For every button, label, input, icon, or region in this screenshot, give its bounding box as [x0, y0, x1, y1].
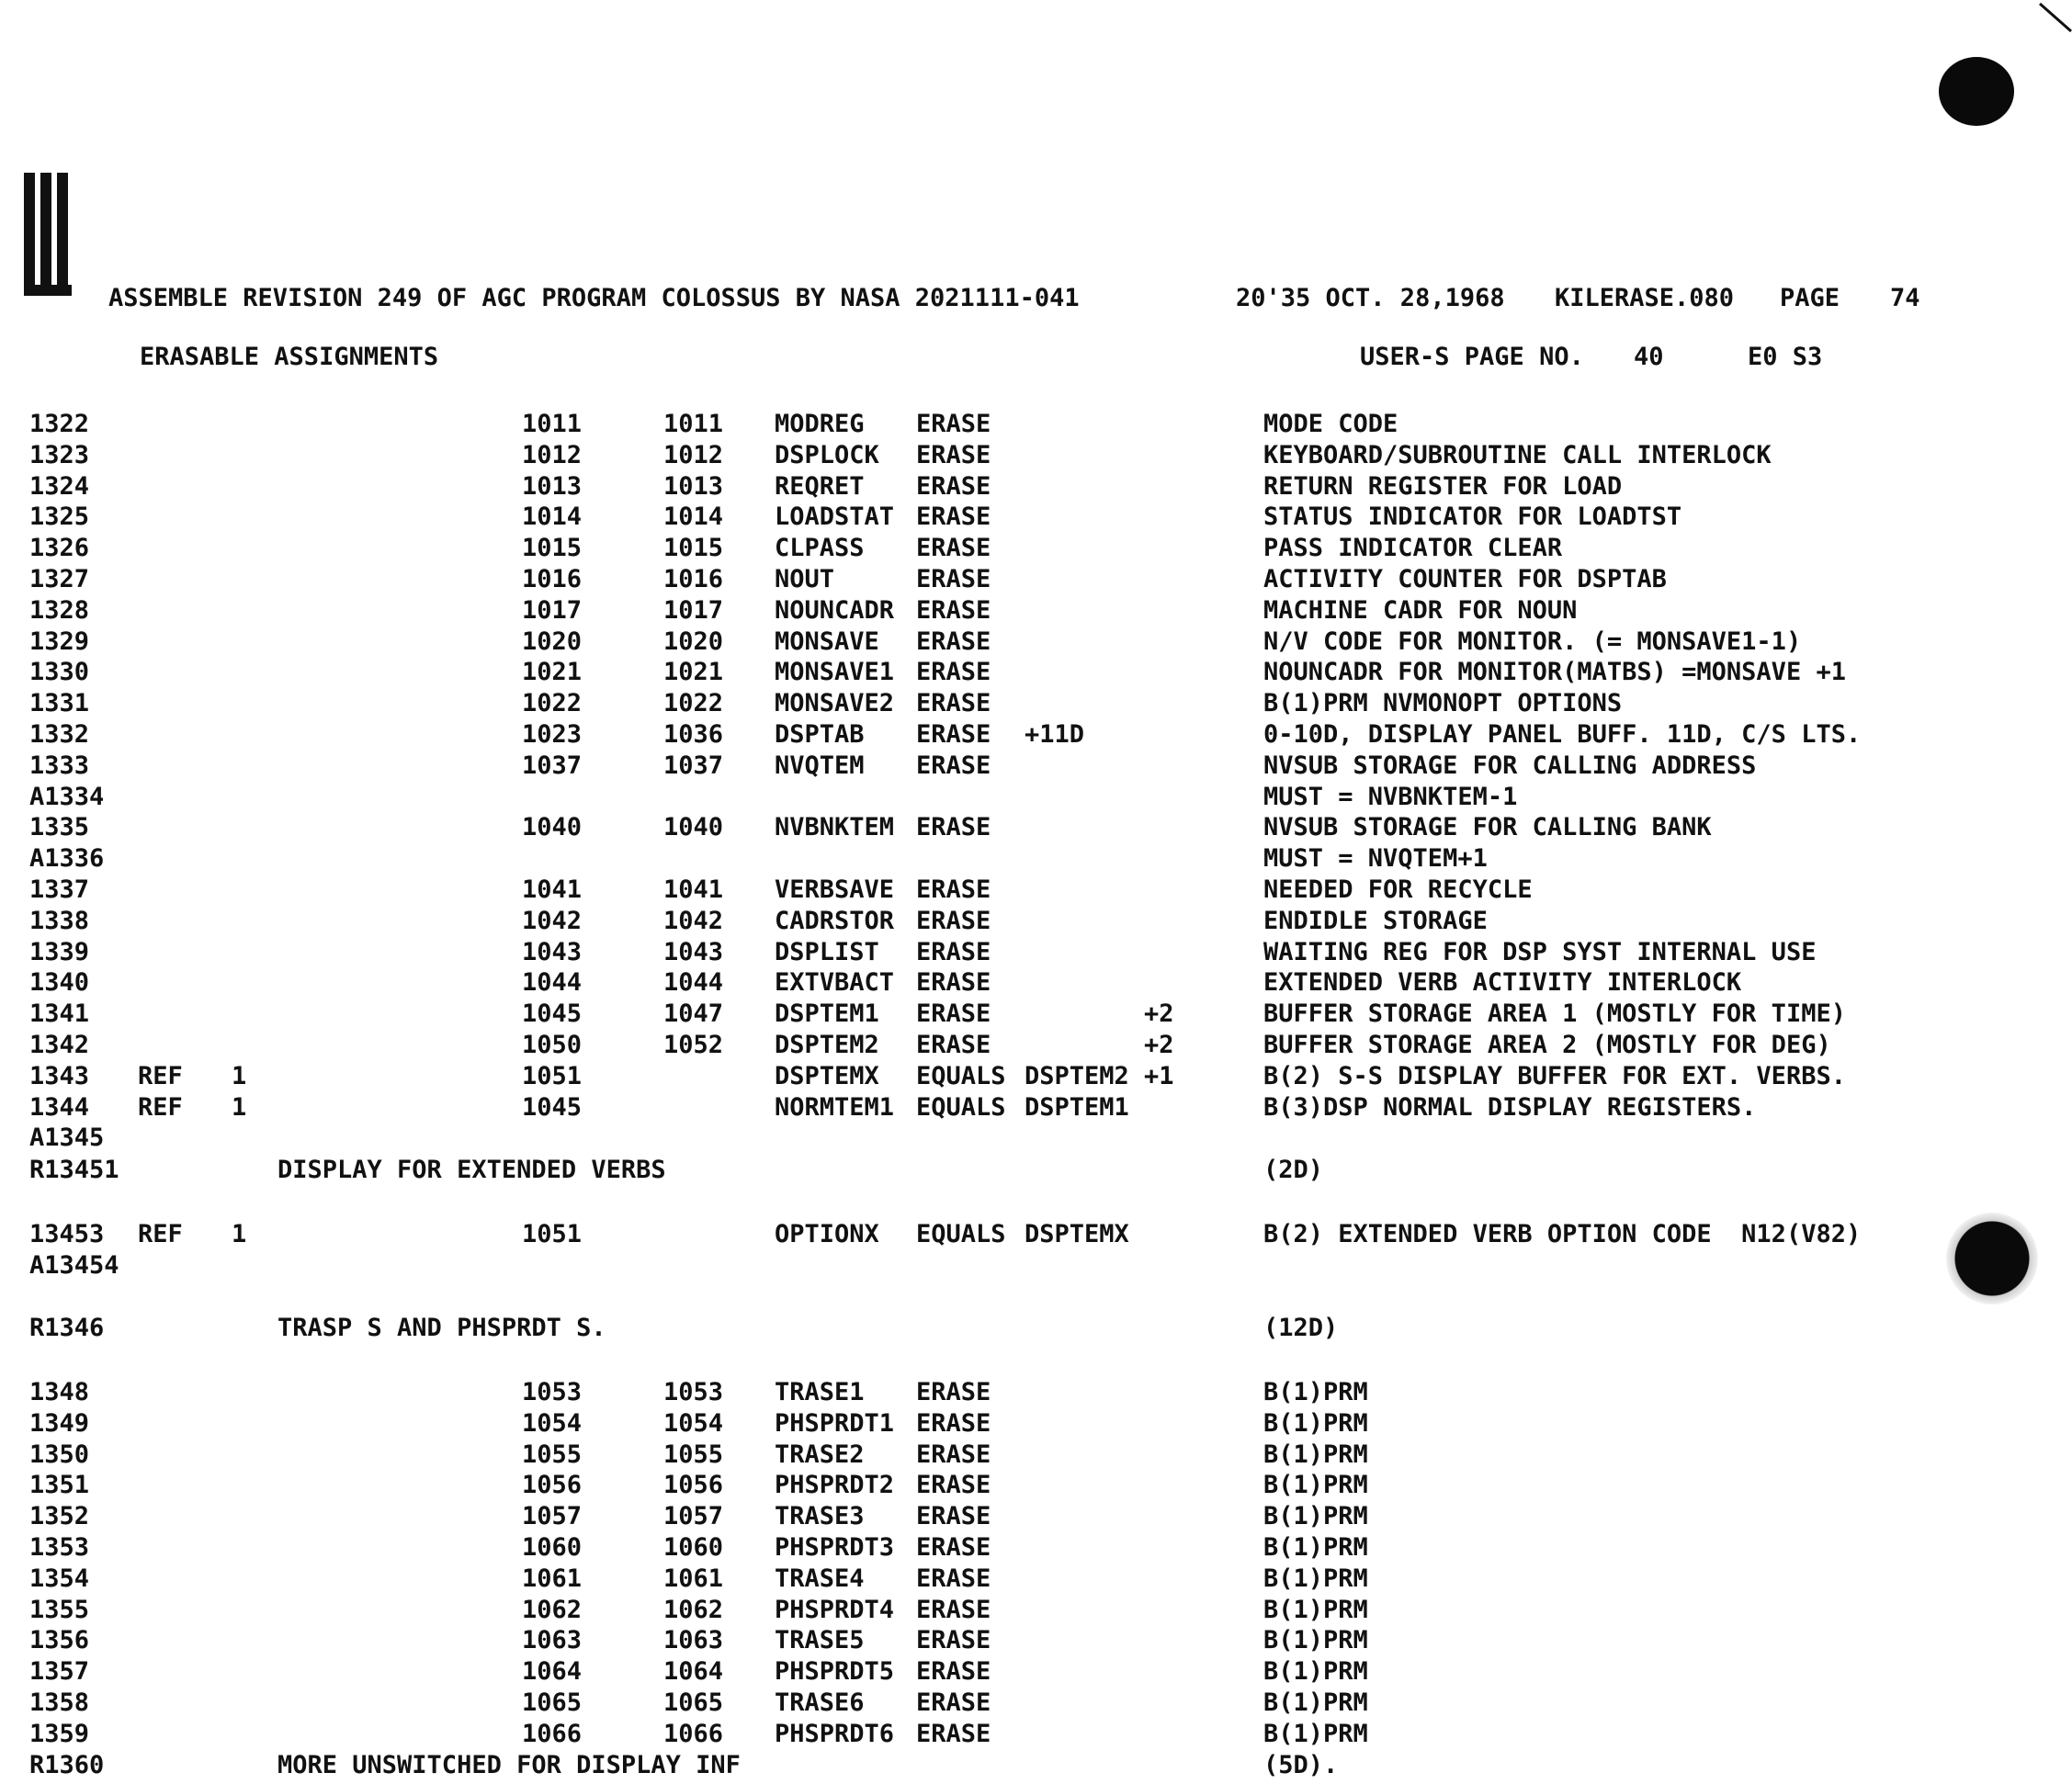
- cell-a2: 1020: [663, 627, 724, 656]
- page-header-title: ASSEMBLE REVISION 249 OF AGC PROGRAM COLOSSUS BY NASA 2021111-041: [108, 284, 1080, 312]
- listing-row: [0, 1659, 2072, 1690]
- cell-comment: PASS INDICATOR CLEAR: [1263, 534, 1563, 562]
- header-timestamp: 20'35 OCT. 28,1968: [1236, 284, 1505, 312]
- cell-opcode: ERASE: [916, 1533, 991, 1562]
- cell-a1: 1041: [522, 875, 583, 904]
- listing-row: [0, 660, 2072, 691]
- cell-comment: B(2) S-S DISPLAY BUFFER FOR EXT. VERBS.: [1263, 1062, 1846, 1090]
- listing-row: [0, 1535, 2072, 1566]
- listing-row: [0, 877, 2072, 909]
- cell-opcode: ERASE: [916, 1409, 991, 1438]
- listing-row: [0, 504, 2072, 536]
- cell-comment: B(1)PRM: [1263, 1471, 1368, 1499]
- cell-line: 1327: [29, 565, 90, 593]
- cell-a1: 1044: [522, 968, 583, 997]
- cell-opcode: ERASE: [916, 968, 991, 997]
- cell-opcode: ERASE: [916, 1031, 991, 1059]
- cell-comment: KEYBOARD/SUBROUTINE CALL INTERLOCK: [1263, 441, 1772, 469]
- user-page-number: 40: [1634, 343, 1664, 371]
- cell-comment: NOUNCADR FOR MONITOR(MATBS) =MONSAVE +1: [1263, 658, 1846, 686]
- cell-a2: 1062: [663, 1596, 724, 1624]
- listing-row: [0, 785, 2072, 816]
- cell-comment: B(1)PRM: [1263, 1626, 1368, 1654]
- cell-line: 1358: [29, 1688, 90, 1717]
- cell-op: REF: [138, 1093, 183, 1122]
- cell-line: 1330: [29, 658, 90, 686]
- cell-line: 1353: [29, 1533, 90, 1562]
- cell-opcode: ERASE: [916, 596, 991, 625]
- cell-line: 1350: [29, 1440, 90, 1469]
- section-heading-row: [0, 1315, 2072, 1347]
- cell-a1: 1055: [522, 1440, 583, 1469]
- cell-a1: 1063: [522, 1626, 583, 1654]
- cell-label: DSPTEM1: [775, 999, 879, 1028]
- cell-line: 1342: [29, 1031, 90, 1059]
- cell-a1: 1017: [522, 596, 583, 625]
- cell-label: DSPTEMX: [775, 1062, 879, 1090]
- cell-opcode: ERASE: [916, 1596, 991, 1624]
- cell-comment: BUFFER STORAGE AREA 2 (MOSTLY FOR DEG): [1263, 1031, 1831, 1059]
- section-code: (5D).: [1263, 1751, 1339, 1779]
- corner-scratch: [2038, 0, 2072, 37]
- cell-line: 1335: [29, 813, 90, 841]
- section-code: (2D): [1263, 1156, 1324, 1184]
- cell-a1: 1050: [522, 1031, 583, 1059]
- cell-opcode: ERASE: [916, 751, 991, 780]
- cell-opcode: ERASE: [916, 1502, 991, 1530]
- cell-comment: EXTENDED VERB ACTIVITY INTERLOCK: [1263, 968, 1742, 997]
- listing-row: [0, 412, 2072, 443]
- cell-a2: 1036: [663, 720, 724, 749]
- cell-a2: 1021: [663, 658, 724, 686]
- cell-label: NVBNKTEM: [775, 813, 895, 841]
- cell-opcode: ERASE: [916, 999, 991, 1028]
- cell-label: EXTVBACT: [775, 968, 895, 997]
- cell-a1: 1022: [522, 689, 583, 717]
- cell-opcode: ERASE: [916, 1626, 991, 1654]
- listing-row: [0, 1442, 2072, 1473]
- cell-line: 1325: [29, 502, 90, 531]
- cell-a2: 1014: [663, 502, 724, 531]
- cell-comment: RETURN REGISTER FOR LOAD: [1263, 472, 1623, 501]
- cell-operand: DSPTEM1: [1025, 1093, 1129, 1122]
- listing-row: [0, 1001, 2072, 1033]
- cell-comment: B(1)PRM: [1263, 1409, 1368, 1438]
- cell-opcode: ERASE: [916, 720, 991, 749]
- cell-line: A13454: [29, 1251, 119, 1280]
- cell-a2: 1055: [663, 1440, 724, 1469]
- cell-a1: 1061: [522, 1564, 583, 1593]
- cell-a2: 1016: [663, 565, 724, 593]
- cell-label: DSPLIST: [775, 938, 879, 966]
- cell-label: PHSPRDT5: [775, 1657, 895, 1686]
- cell-line: 1331: [29, 689, 90, 717]
- cell-opcode: ERASE: [916, 565, 991, 593]
- cell-a1: 1062: [522, 1596, 583, 1624]
- header-page-number: 74: [1890, 284, 1920, 312]
- cell-label: TRASE5: [775, 1626, 865, 1654]
- header-page-label: PAGE: [1780, 284, 1840, 312]
- cell-label: NOUT: [775, 565, 835, 593]
- cell-line: 13453: [29, 1220, 105, 1248]
- listing-row: [0, 1095, 2072, 1126]
- cell-comment: STATUS INDICATOR FOR LOADTST: [1263, 502, 1682, 531]
- cell-opcode: ERASE: [916, 658, 991, 686]
- cell-opcode: ERASE: [916, 938, 991, 966]
- cell-label: TRASE2: [775, 1440, 865, 1469]
- cell-opcode: ERASE: [916, 1720, 991, 1748]
- cell-a1: 1056: [522, 1471, 583, 1499]
- section-title: MORE UNSWITCHED FOR DISPLAY INF: [277, 1751, 741, 1779]
- cell-line: 1349: [29, 1409, 90, 1438]
- cell-n: 1: [232, 1220, 247, 1248]
- cell-line: 1339: [29, 938, 90, 966]
- cell-comment: B(1)PRM: [1263, 1502, 1368, 1530]
- cell-comment: MUST = NVBNKTEM-1: [1263, 783, 1518, 811]
- section-title: DISPLAY FOR EXTENDED VERBS: [277, 1156, 666, 1184]
- listing-row: [0, 536, 2072, 567]
- cell-line: 1322: [29, 410, 90, 438]
- cell-label: PHSPRDT3: [775, 1533, 895, 1562]
- listing-row: [0, 1473, 2072, 1504]
- cell-a2: 1065: [663, 1688, 724, 1717]
- section-code: E0 S3: [1748, 343, 1823, 371]
- cell-line: A1336: [29, 844, 105, 873]
- cell-label: TRASE6: [775, 1688, 865, 1717]
- cell-a2: 1022: [663, 689, 724, 717]
- cell-operand: DSPTEM2: [1025, 1062, 1129, 1090]
- cell-a2: 1053: [663, 1378, 724, 1406]
- section-line: R1346: [29, 1314, 105, 1342]
- section-line: R13451: [29, 1156, 119, 1184]
- cell-a1: 1065: [522, 1688, 583, 1717]
- cell-label: REQRET: [775, 472, 865, 501]
- cell-line: 1352: [29, 1502, 90, 1530]
- cell-a2: 1063: [663, 1626, 724, 1654]
- cell-line: 1343: [29, 1062, 90, 1090]
- cell-comment: B(1)PRM NVMONOPT OPTIONS: [1263, 689, 1623, 717]
- listing-row: [0, 567, 2072, 598]
- cell-label: PHSPRDT1: [775, 1409, 895, 1438]
- cell-comment: B(1)PRM: [1263, 1720, 1368, 1748]
- cell-comment: NEEDED FOR RECYCLE: [1263, 875, 1533, 904]
- cell-a2: 1041: [663, 875, 724, 904]
- listing-row: [0, 753, 2072, 785]
- cell-label: MONSAVE: [775, 627, 879, 656]
- cell-opcode: EQUALS: [916, 1093, 1006, 1122]
- cell-comment: B(1)PRM: [1263, 1596, 1368, 1624]
- cell-mod: +2: [1144, 999, 1174, 1028]
- cell-opcode: ERASE: [916, 1440, 991, 1469]
- cell-opcode: ERASE: [916, 1564, 991, 1593]
- cell-a1: 1051: [522, 1062, 583, 1090]
- listing-row: [0, 1628, 2072, 1659]
- cell-a1: 1066: [522, 1720, 583, 1748]
- cell-label: NOUNCADR: [775, 596, 895, 625]
- cell-a1: 1054: [522, 1409, 583, 1438]
- cell-comment: B(3)DSP NORMAL DISPLAY REGISTERS.: [1263, 1093, 1757, 1122]
- cell-line: A1345: [29, 1123, 105, 1152]
- section-title: ERASABLE ASSIGNMENTS: [140, 343, 439, 371]
- cell-opcode: ERASE: [916, 502, 991, 531]
- cell-operand: +11D: [1025, 720, 1085, 749]
- cell-line: 1355: [29, 1596, 90, 1624]
- cell-opcode: EQUALS: [916, 1220, 1006, 1248]
- listing-row: [0, 1566, 2072, 1598]
- cell-a1: 1060: [522, 1533, 583, 1562]
- listing-row: [0, 970, 2072, 1001]
- listing-row: [0, 1598, 2072, 1629]
- cell-comment: B(1)PRM: [1263, 1564, 1368, 1593]
- cell-a1: 1016: [522, 565, 583, 593]
- cell-a1: 1037: [522, 751, 583, 780]
- cell-line: 1323: [29, 441, 90, 469]
- cell-a1: 1020: [522, 627, 583, 656]
- cell-comment: B(2) EXTENDED VERB OPTION CODE N12(V82): [1263, 1220, 1862, 1248]
- cell-a2: 1052: [663, 1031, 724, 1059]
- listing-row: [0, 1222, 2072, 1253]
- cell-line: 1328: [29, 596, 90, 625]
- cell-line: 1337: [29, 875, 90, 904]
- cell-a2: 1060: [663, 1533, 724, 1562]
- cell-op: REF: [138, 1062, 183, 1090]
- cell-mod: +2: [1144, 1031, 1174, 1059]
- cell-line: 1332: [29, 720, 90, 749]
- cell-a1: 1023: [522, 720, 583, 749]
- listing-row: [0, 474, 2072, 505]
- cell-label: CADRSTOR: [775, 907, 895, 935]
- cell-label: PHSPRDT4: [775, 1596, 895, 1624]
- cell-label: TRASE1: [775, 1378, 865, 1406]
- cell-a1: 1064: [522, 1657, 583, 1686]
- cell-a2: 1044: [663, 968, 724, 997]
- listing-row: [0, 722, 2072, 753]
- listing-row: [0, 940, 2072, 971]
- listing-row: [0, 598, 2072, 629]
- cell-line: 1324: [29, 472, 90, 501]
- cell-line: 1351: [29, 1471, 90, 1499]
- cell-opcode: ERASE: [916, 1688, 991, 1717]
- listing-row: [0, 629, 2072, 661]
- cell-a2: 1011: [663, 410, 724, 438]
- cell-mod: +1: [1144, 1062, 1174, 1090]
- cell-a1: 1051: [522, 1220, 583, 1248]
- cell-a2: 1037: [663, 751, 724, 780]
- section-heading-row: [0, 1157, 2072, 1189]
- section-heading-row: [0, 1753, 2072, 1784]
- section-title: TRASP S AND PHSPRDT S.: [277, 1314, 606, 1342]
- cell-a1: 1043: [522, 938, 583, 966]
- cell-a2: 1015: [663, 534, 724, 562]
- cell-a1: 1015: [522, 534, 583, 562]
- cell-a1: 1042: [522, 907, 583, 935]
- cell-opcode: ERASE: [916, 1378, 991, 1406]
- cell-comment: B(1)PRM: [1263, 1378, 1368, 1406]
- cell-operand: DSPTEMX: [1025, 1220, 1129, 1248]
- cell-label: NORMTEM1: [775, 1093, 895, 1122]
- cell-a1: 1053: [522, 1378, 583, 1406]
- cell-label: OPTIONX: [775, 1220, 879, 1248]
- cell-line: A1334: [29, 783, 105, 811]
- cell-comment: NVSUB STORAGE FOR CALLING BANK: [1263, 813, 1712, 841]
- cell-opcode: ERASE: [916, 627, 991, 656]
- cell-label: DSPTAB: [775, 720, 865, 749]
- cell-a2: 1017: [663, 596, 724, 625]
- cell-label: CLPASS: [775, 534, 865, 562]
- section-line: R1360: [29, 1751, 105, 1779]
- listing-row: [0, 1380, 2072, 1411]
- cell-label: LOADSTAT: [775, 502, 895, 531]
- cell-comment: 0-10D, DISPLAY PANEL BUFF. 11D, C/S LTS.: [1263, 720, 1862, 749]
- cell-comment: ENDIDLE STORAGE: [1263, 907, 1488, 935]
- cell-opcode: EQUALS: [916, 1062, 1006, 1090]
- cell-a2: 1066: [663, 1720, 724, 1748]
- cell-a2: 1047: [663, 999, 724, 1028]
- cell-n: 1: [232, 1062, 247, 1090]
- cell-opcode: ERASE: [916, 534, 991, 562]
- cell-opcode: ERASE: [916, 689, 991, 717]
- cell-opcode: ERASE: [916, 875, 991, 904]
- cell-a2: 1043: [663, 938, 724, 966]
- cell-a2: 1040: [663, 813, 724, 841]
- cell-a1: 1040: [522, 813, 583, 841]
- cell-comment: WAITING REG FOR DSP SYST INTERNAL USE: [1263, 938, 1817, 966]
- cell-a1: 1045: [522, 999, 583, 1028]
- cell-comment: B(1)PRM: [1263, 1688, 1368, 1717]
- cell-opcode: ERASE: [916, 907, 991, 935]
- cell-label: PHSPRDT2: [775, 1471, 895, 1499]
- cell-comment: B(1)PRM: [1263, 1657, 1368, 1686]
- header-file: KILERASE.080: [1555, 284, 1735, 312]
- cell-a2: 1042: [663, 907, 724, 935]
- cell-line: 1359: [29, 1720, 90, 1748]
- cell-label: MONSAVE2: [775, 689, 895, 717]
- cell-comment: MACHINE CADR FOR NOUN: [1263, 596, 1578, 625]
- cell-label: NVQTEM: [775, 751, 865, 780]
- cell-comment: B(1)PRM: [1263, 1440, 1368, 1469]
- listing-row: [0, 1411, 2072, 1442]
- cell-a1: 1045: [522, 1093, 583, 1122]
- cell-label: TRASE3: [775, 1502, 865, 1530]
- listing-row: [0, 1722, 2072, 1753]
- cell-line: 1340: [29, 968, 90, 997]
- cell-label: MONSAVE1: [775, 658, 895, 686]
- cell-line: 1329: [29, 627, 90, 656]
- cell-a2: 1064: [663, 1657, 724, 1686]
- cell-a1: 1057: [522, 1502, 583, 1530]
- listing-row: [0, 691, 2072, 722]
- cell-opcode: ERASE: [916, 472, 991, 501]
- cell-comment: BUFFER STORAGE AREA 1 (MOSTLY FOR TIME): [1263, 999, 1846, 1028]
- binder-clip-icon: [24, 173, 75, 297]
- cell-comment: NVSUB STORAGE FOR CALLING ADDRESS: [1263, 751, 1757, 780]
- cell-a1: 1012: [522, 441, 583, 469]
- listing-row: [0, 1125, 2072, 1157]
- cell-a1: 1013: [522, 472, 583, 501]
- cell-label: PHSPRDT6: [775, 1720, 895, 1748]
- cell-a2: 1012: [663, 441, 724, 469]
- cell-opcode: ERASE: [916, 441, 991, 469]
- cell-comment: ACTIVITY COUNTER FOR DSPTAB: [1263, 565, 1667, 593]
- cell-label: MODREG: [775, 410, 865, 438]
- cell-n: 1: [232, 1093, 247, 1122]
- cell-a2: 1056: [663, 1471, 724, 1499]
- cell-op: REF: [138, 1220, 183, 1248]
- cell-opcode: ERASE: [916, 1657, 991, 1686]
- cell-line: 1326: [29, 534, 90, 562]
- cell-line: 1348: [29, 1378, 90, 1406]
- cell-a1: 1021: [522, 658, 583, 686]
- cell-a2: 1054: [663, 1409, 724, 1438]
- cell-a2: 1013: [663, 472, 724, 501]
- punch-hole-top: [1939, 57, 2014, 126]
- cell-opcode: ERASE: [916, 410, 991, 438]
- cell-a2: 1061: [663, 1564, 724, 1593]
- cell-label: DSPLOCK: [775, 441, 879, 469]
- listing-row: [0, 1064, 2072, 1095]
- cell-comment: MUST = NVQTEM+1: [1263, 844, 1488, 873]
- cell-label: DSPTEM2: [775, 1031, 879, 1059]
- listing-row: [0, 846, 2072, 877]
- cell-line: 1341: [29, 999, 90, 1028]
- listing-row: [0, 815, 2072, 846]
- listing-row: [0, 1504, 2072, 1535]
- listing-row: [0, 1690, 2072, 1722]
- listing-row: [0, 1253, 2072, 1284]
- cell-comment: MODE CODE: [1263, 410, 1398, 438]
- cell-a2: 1057: [663, 1502, 724, 1530]
- cell-comment: N/V CODE FOR MONITOR. (= MONSAVE1-1): [1263, 627, 1802, 656]
- cell-opcode: ERASE: [916, 1471, 991, 1499]
- cell-line: 1357: [29, 1657, 90, 1686]
- cell-a1: 1011: [522, 410, 583, 438]
- cell-a1: 1014: [522, 502, 583, 531]
- listing-row: [0, 909, 2072, 940]
- cell-label: VERBSAVE: [775, 875, 895, 904]
- cell-line: 1333: [29, 751, 90, 780]
- listing-row: [0, 1033, 2072, 1064]
- cell-label: TRASE4: [775, 1564, 865, 1593]
- cell-line: 1356: [29, 1626, 90, 1654]
- cell-line: 1338: [29, 907, 90, 935]
- cell-opcode: ERASE: [916, 813, 991, 841]
- cell-line: 1344: [29, 1093, 90, 1122]
- cell-line: 1354: [29, 1564, 90, 1593]
- cell-comment: B(1)PRM: [1263, 1533, 1368, 1562]
- user-page-label: USER-S PAGE NO.: [1360, 343, 1584, 371]
- listing-row: [0, 443, 2072, 474]
- section-code: (12D): [1263, 1314, 1339, 1342]
